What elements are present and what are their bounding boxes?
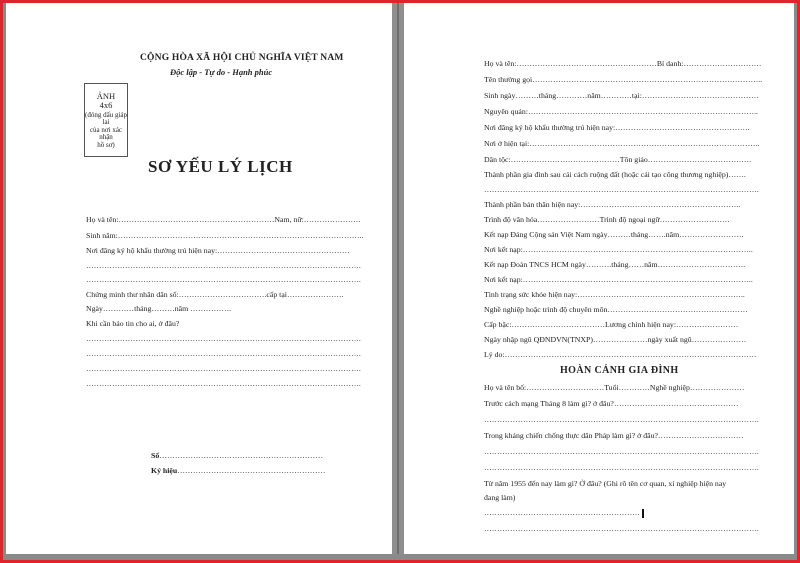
photo-note-2: của nơi xác nhận bbox=[89, 126, 123, 141]
field-line: Lý do:……………………………………………………………………………………. bbox=[484, 350, 757, 359]
field-line: Trong kháng chiến chống thực dân Pháp làm gì? ở đâu?…………………………… bbox=[484, 431, 744, 440]
field-line: …………………………………………………… bbox=[484, 508, 640, 517]
field-line: Nơi kết nạp:…………………………………………………………………………….. bbox=[484, 245, 753, 254]
field-line: Nơi ở hiện tại:…………………………………………………………………………….. bbox=[484, 139, 760, 148]
field-line: Nơi đăng ký hộ khẩu thường trú hiện nay:…………………………………………… bbox=[86, 246, 350, 255]
field-line: ……………………………………………………………………………………………. bbox=[484, 415, 759, 424]
photo-note-1: (đóng dấu giáp lai bbox=[85, 111, 127, 126]
field-line: ……………………………………………………………………………………………. bbox=[484, 447, 759, 456]
field-line: Dân tộc:……………………………………Tôn giáo…………………………………. bbox=[484, 155, 752, 164]
field-line: ……………………………………………………………………………………………. bbox=[86, 334, 361, 343]
field-line: Họ và tên bố:…………………………Tuổi…………Nghề nghiệp………………… bbox=[484, 383, 745, 392]
field-line: Họ và tên:……………………………………………………Nam, nữ:…………………. bbox=[86, 215, 361, 224]
field-line: ……………………………………………………………………………………………. bbox=[86, 364, 361, 373]
field-line: Họ và tên:………………………………………………Bí danh:………………………… bbox=[484, 59, 762, 68]
motto: Độc lập - Tự do - Hạnh phúc bbox=[170, 67, 273, 77]
field-line: Trình độ văn hóa……………………Trình độ ngoại ngữ……………………… bbox=[484, 215, 730, 224]
field-line: Sinh ngày………tháng…………năm…………tại:……………………………………… bbox=[484, 91, 759, 100]
section-title: HOÀN CẢNH GIA ĐÌNH bbox=[560, 365, 679, 376]
field-line: ……………………………………………………………………………………………. bbox=[86, 261, 361, 270]
so-dots: ……………………………………………………… bbox=[159, 451, 323, 460]
page-1 bbox=[6, 3, 392, 554]
kyhieu-label: Ký hiệu bbox=[151, 466, 178, 475]
kyhieu-row bbox=[151, 466, 325, 476]
field-line: Tên thường gọi…………………………………………………………………………….. bbox=[484, 75, 763, 84]
field-line: Nơi đăng ký hộ khẩu thường trú hiện nay:……………………………………………. bbox=[484, 123, 750, 132]
field-line: ……………………………………………………………………………………………. bbox=[86, 275, 361, 284]
photo-size: 4x6 bbox=[99, 100, 113, 110]
photo-label: ẢNH bbox=[96, 91, 116, 101]
so-label: Số bbox=[151, 451, 160, 460]
field-line: ……………………………………………………………………………………………. bbox=[484, 185, 759, 194]
field-line: Chứng minh thư nhân dân số:…………………………….cấp tại…………………. bbox=[86, 290, 344, 299]
field-line: Thành phần bản thân hiện nay:…………………………………………………….. bbox=[484, 200, 741, 209]
field-line: Khi cần báo tin cho ai, ở đâu? bbox=[86, 319, 180, 328]
field-line: Nguyên quán:…………………………………………………………………………….. bbox=[484, 107, 758, 116]
field-line: Nghề nghiệp hoặc trình độ chuyên môn……………………………………………… bbox=[484, 305, 748, 314]
field-line-cursor bbox=[484, 508, 644, 518]
text-cursor bbox=[642, 509, 644, 518]
photo-box bbox=[84, 83, 128, 157]
field-line: ……………………………………………………………………………………………. bbox=[484, 524, 759, 533]
field-line: Thành phần gia đình sau cải cách ruộng đất (hoặc cải tạo công thương nghiệp)……. bbox=[484, 170, 746, 179]
field-line: Ngày nhập ngũ QĐNDVN(TNXP)…………………ngày xuất ngũ………………… bbox=[484, 335, 747, 344]
page-gutter bbox=[392, 3, 404, 554]
field-line: ……………………………………………………………………………………………. bbox=[484, 463, 759, 472]
page-2 bbox=[404, 3, 794, 554]
page-title: SƠ YẾU LÝ LỊCH bbox=[148, 157, 293, 176]
field-line: Ngày…………tháng………năm ……………. bbox=[86, 304, 232, 313]
so-row bbox=[151, 451, 323, 461]
field-line: Tình trạng sức khỏe hiện nay:……………………………………………………….. bbox=[484, 290, 745, 299]
field-line: Nơi kết nạp:…………………………………………………………………………….. bbox=[484, 275, 753, 284]
field-line: đang làm) bbox=[484, 493, 516, 502]
field-line: Kết nạp Đoàn TNCS HCM ngày……….tháng……năm……………………………. bbox=[484, 260, 746, 269]
field-line: Kết nạp Đảng Cộng sản Việt Nam ngày………tháng…….năm……………………. bbox=[484, 230, 744, 239]
field-line: Từ năm 1955 đến nay làm gì? Ở đâu? (Ghi rõ tên cơ quan, xí nghiệp hiện nay bbox=[484, 479, 727, 488]
field-line: Cấp bậc:………………………………Lương chính hiện nay:…………………… bbox=[484, 320, 739, 329]
photo-note-3: hồ sơ) bbox=[97, 141, 115, 149]
field-line: Sinh năm:………………………………………………………………………………….. bbox=[86, 231, 364, 240]
field-line: ……………………………………………………………………………………………. bbox=[86, 379, 361, 388]
field-line: ……………………………………………………………………………………………. bbox=[86, 349, 361, 358]
kyhieu-dots: ………………………………………………… bbox=[177, 466, 326, 475]
nation-header: CỘNG HÒA XÃ HỘI CHỦ NGHĨA VIỆT NAM bbox=[140, 53, 344, 63]
field-line: Trước cách mạng Tháng 8 làm gì? ở đâu?………………………………………… bbox=[484, 399, 739, 408]
